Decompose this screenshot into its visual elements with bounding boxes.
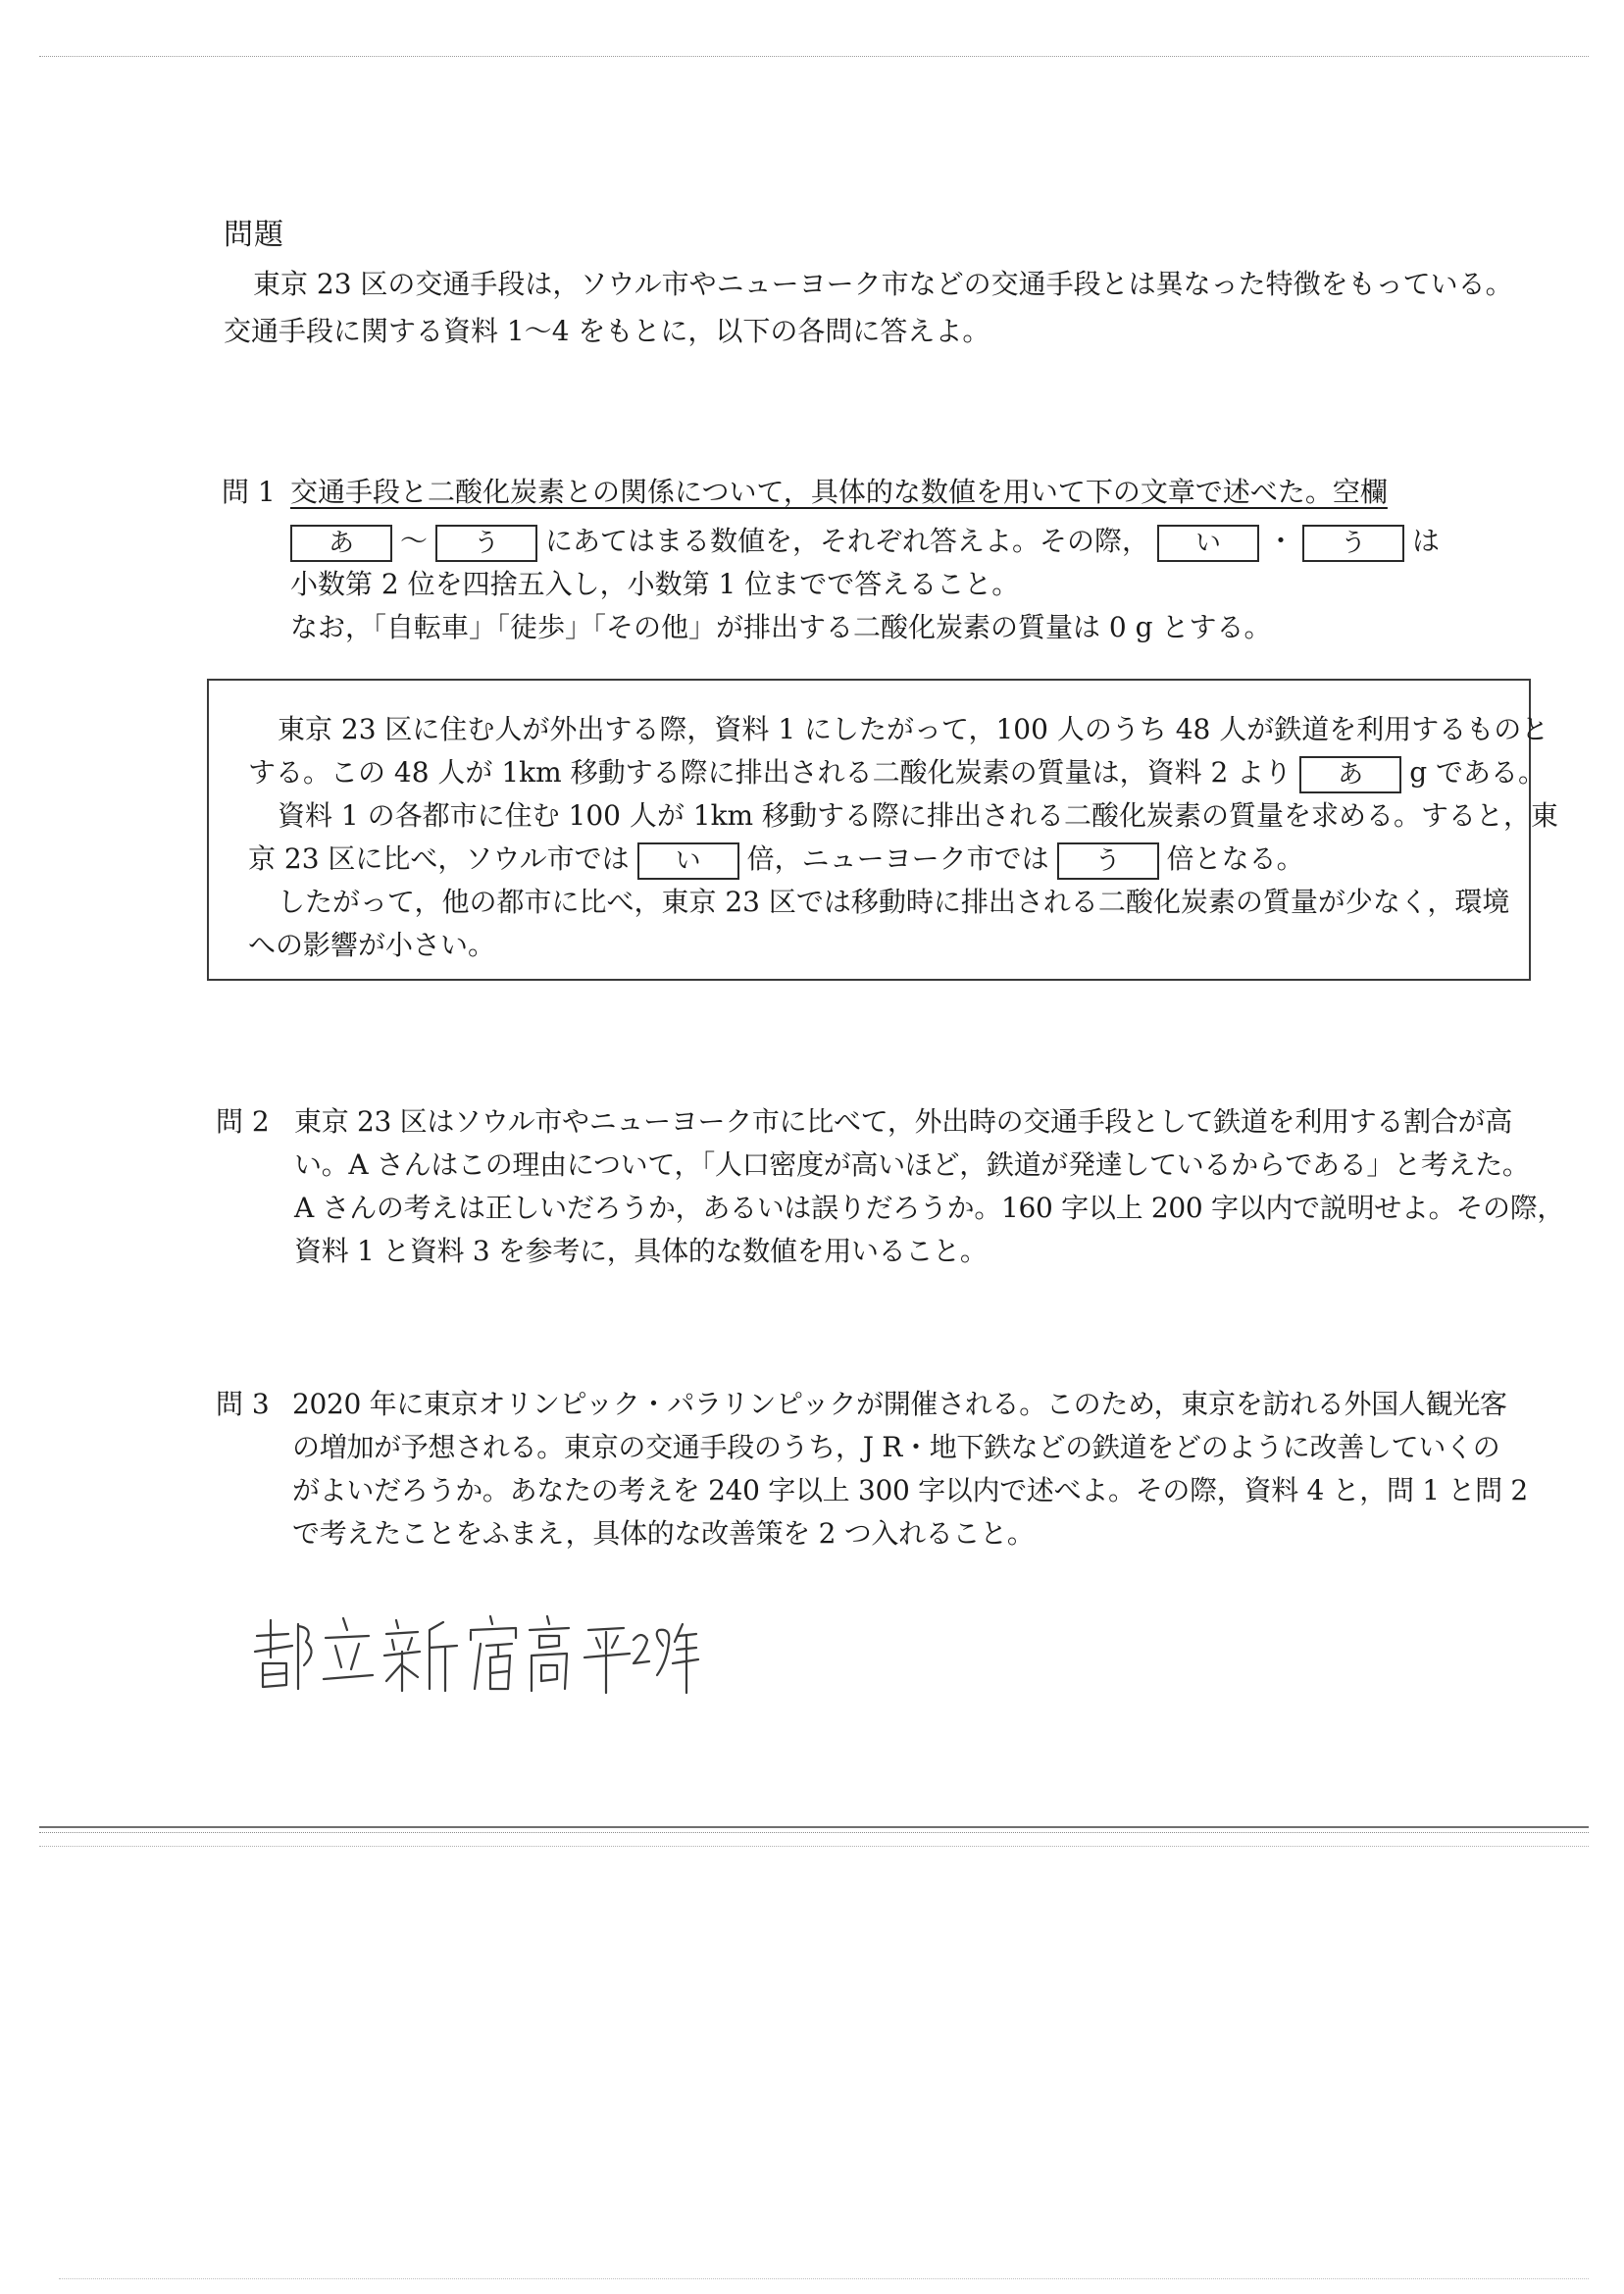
passage-line-1: 東京 23 区に住む人が外出する際，資料 1 にしたがって，100 人のうち 48 人が鉄道を利用するものと bbox=[278, 713, 1549, 745]
passage-blank-a: あ bbox=[1299, 756, 1401, 793]
question-1-body bbox=[290, 471, 1536, 649]
question-2-body bbox=[294, 1100, 1569, 1273]
question-1-underlined-text: 交通手段と二酸化炭素との関係について，具体的な数値を用いて下の文章で述べた。空欄 bbox=[290, 476, 1388, 508]
question-3-line-1: 2020 年に東京オリンピック・パラリンピックが開催される。このため，東京を訪れる外国人観光客 bbox=[292, 1388, 1507, 1420]
passage-line-4 bbox=[248, 838, 1513, 881]
passage-blank-i: い bbox=[637, 842, 739, 880]
question-2-line-2: い。A さんはこの理由について，「人口密度が高いほど，鉄道が発達しているからである」と考えた。 bbox=[294, 1148, 1530, 1181]
bottom-rule-dotted bbox=[39, 1832, 1589, 1833]
intro-line-1: 東京 23 区の交通手段は，ソウル市やニューヨーク市などの交通手段とは異なった特徴をもっている。 bbox=[253, 268, 1513, 300]
passage-line-6: への影響が小さい。 bbox=[248, 929, 496, 961]
question-3-body bbox=[292, 1383, 1567, 1555]
bottom-rule bbox=[39, 1826, 1589, 1828]
question-3-line-2: の増加が予想される。東京の交通手段のうち，J R・地下鉄などの鉄道をどのように改善していくの bbox=[292, 1431, 1500, 1463]
blank-u-2: う bbox=[1302, 525, 1404, 562]
top-rule bbox=[39, 56, 1589, 57]
question-1-line-4: なお，「自転車」「徒歩」「その他」が排出する二酸化炭素の質量は 0 g とする。 bbox=[290, 611, 1272, 643]
question-1-line-2-text: にあてはまる数値を，それぞれ答えよ。その際， bbox=[545, 525, 1150, 557]
passage-blank-u: う bbox=[1057, 842, 1159, 880]
passage-line-5: したがって，他の都市に比べ，東京 23 区では移動時に排出される二酸化炭素の質量が少なく，環境 bbox=[278, 886, 1510, 918]
question-1-line-2 bbox=[290, 520, 1536, 563]
blank-a: あ bbox=[290, 525, 392, 562]
question-1-number: 問 1 bbox=[222, 476, 276, 508]
question-3-line-3: がよいだろうか。あなたの考えを 240 字以上 300 字以内で述べよ。その際，資料 4 と，問 1 と問 2 bbox=[292, 1474, 1528, 1506]
page-heading: 問題 bbox=[224, 218, 284, 252]
middle-dot: ・ bbox=[1267, 525, 1295, 557]
passage-line-2 bbox=[248, 751, 1547, 794]
passage-line-4-text: 京 23 区に比べ，ソウル市では bbox=[248, 842, 630, 875]
intro-line-2: 交通手段に関する資料 1～4 をもとに，以下の各問に答えよ。 bbox=[224, 315, 990, 347]
question-2-number: 問 2 bbox=[216, 1105, 270, 1138]
tilde: ～ bbox=[400, 525, 429, 557]
question-2-line-1: 東京 23 区はソウル市やニューヨーク市に比べて，外出時の交通手段として鉄道を利用する割合が高 bbox=[294, 1105, 1512, 1138]
question-2-line-3: A さんの考えは正しいだろうか，あるいは誤りだろうか。160 字以上 200 字以内で説明せよ。その際， bbox=[294, 1192, 1565, 1224]
bottom-rule-dotted-2 bbox=[39, 1846, 1589, 1847]
question-1-line-1 bbox=[290, 471, 1536, 514]
intro-text bbox=[224, 261, 1518, 355]
footer-rule bbox=[59, 2278, 1589, 2279]
question-1-line-3: 小数第 2 位を四捨五入し，小数第 1 位までで答えること。 bbox=[290, 568, 1020, 600]
question-2-line-4: 資料 1 と資料 3 を参考に，具体的な数値を用いること。 bbox=[294, 1235, 988, 1267]
passage-line-2-text: する。この 48 人が 1km 移動する際に排出される二酸化炭素の質量は，資料 2 より bbox=[248, 756, 1293, 789]
question-1-line-2-end: は bbox=[1412, 525, 1441, 557]
handwritten-note bbox=[249, 1606, 700, 1701]
question-3-line-4: で考えたことをふまえ，具体的な改善策を 2 つ入れること。 bbox=[292, 1517, 1035, 1550]
blank-i: い bbox=[1157, 525, 1259, 562]
passage-line-4-end: 倍となる。 bbox=[1166, 842, 1304, 875]
passage-line-2-end: g である。 bbox=[1409, 756, 1547, 789]
answer-passage-box bbox=[207, 679, 1558, 981]
blank-u: う bbox=[435, 525, 537, 562]
passage-line-4-mid: 倍，ニューヨーク市では bbox=[746, 842, 1049, 875]
passage-line-3: 資料 1 の各都市に住む 100 人が 1km 移動する際に排出される二酸化炭素の質量を求める。すると，東 bbox=[278, 799, 1558, 832]
question-3-number: 問 3 bbox=[216, 1388, 270, 1420]
